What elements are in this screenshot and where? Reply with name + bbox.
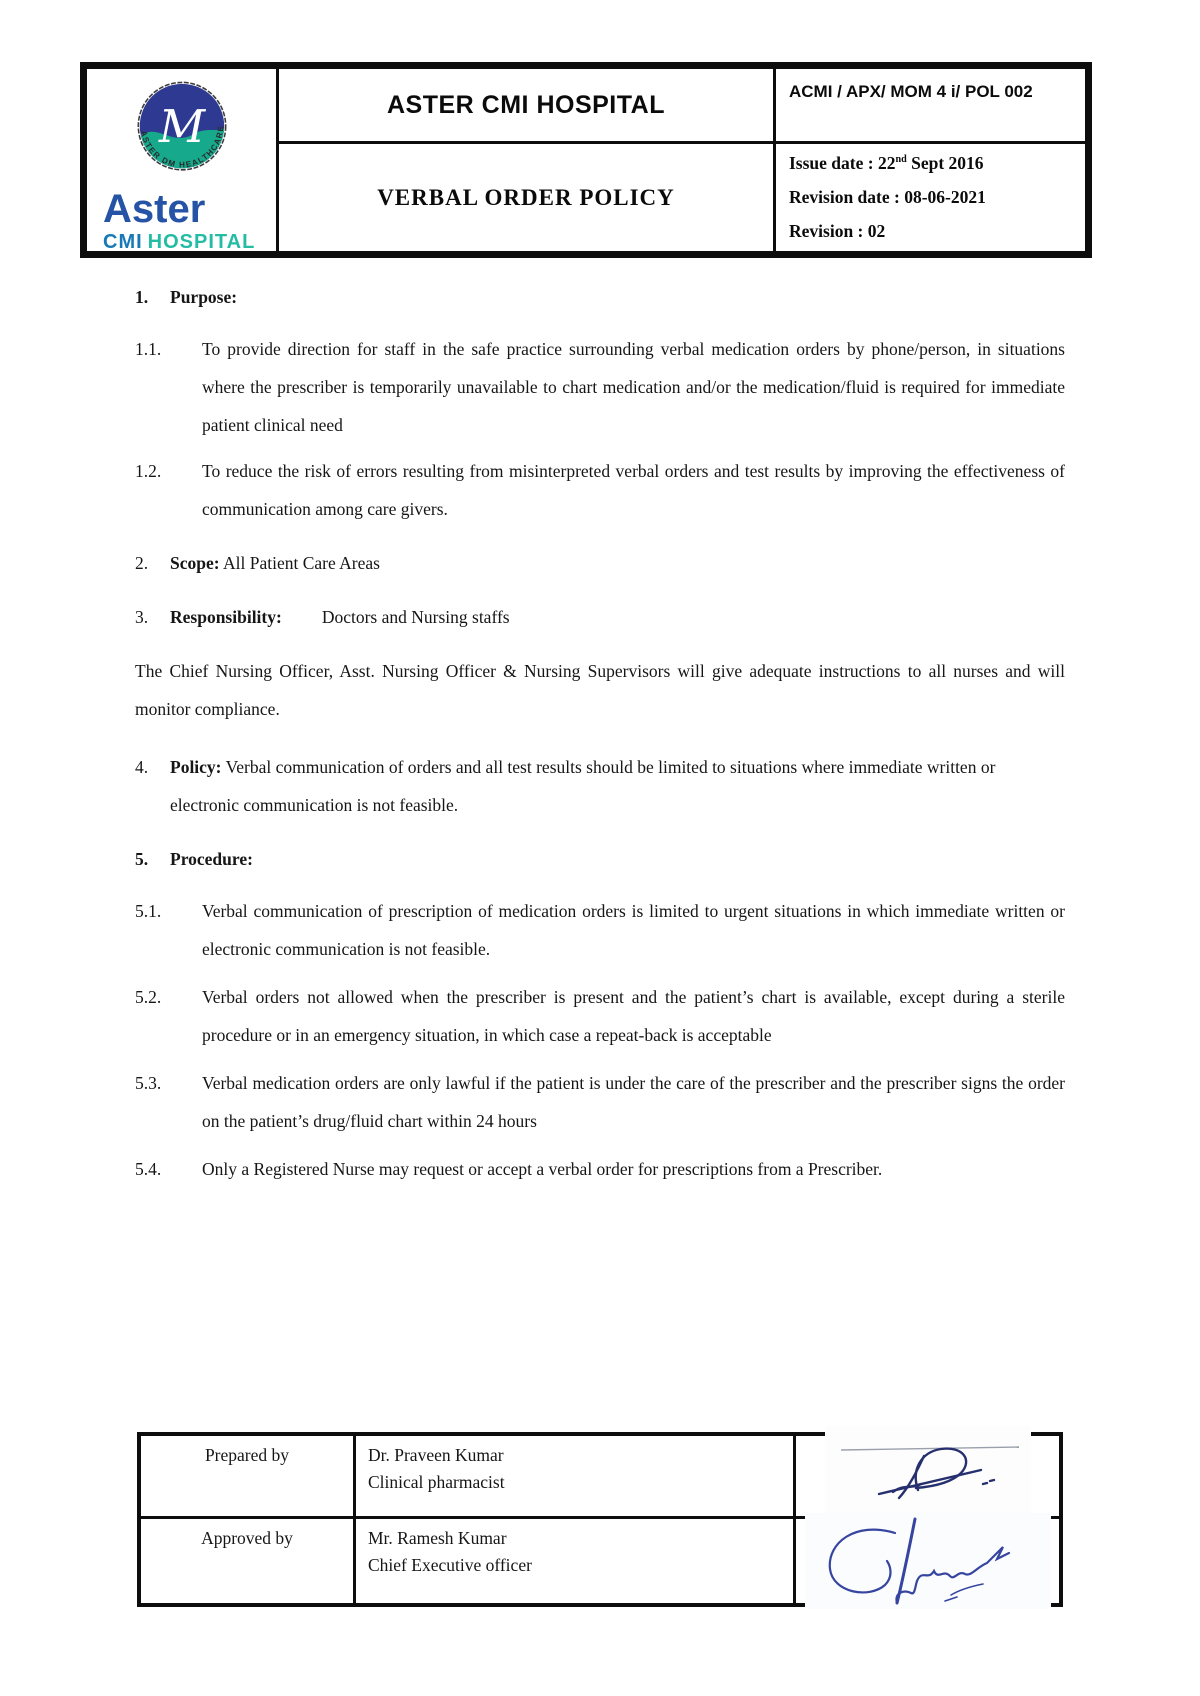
document-code: ACMI / APX/ MOM 4 i/ POL 002: [776, 69, 1085, 144]
logo-arc-text: ASTER DM HEALTHCARE: [138, 124, 226, 170]
approved-by-signature-cell: [796, 1519, 1059, 1603]
header-right-column: [776, 69, 1085, 252]
paragraph-5-1: 5.1. Verbal communication of prescription of medication orders is limited to urgent situations in which immediate written or electronic communication is not feasible.: [135, 901, 1065, 959]
approved-by-label: Approved by: [141, 1519, 356, 1603]
table-row: [141, 1436, 1059, 1519]
paragraph-1-2: 1.2. To reduce the risk of errors resulting from misinterpreted verbal orders and test results by improving the effectiveness of communication among care givers.: [135, 461, 1065, 519]
paragraph-5-3: 5.3. Verbal medication orders are only lawful if the patient is under the care of the prescriber and the prescriber signs the order on the patient’s drug/fluid chart within 24 hours: [135, 1073, 1065, 1131]
revision-number: Revision : 02: [789, 221, 886, 241]
table-row: [141, 1519, 1059, 1603]
section-heading-purpose: 1. Purpose:: [135, 287, 238, 307]
paragraph-1-1: 1.1. To provide direction for staff in the safe practice surrounding verbal medication orders by phone/person, in situations where the prescriber is temporarily unavailable to chart medication and/or the medication/fluid is required for immediate patient clinical need: [135, 339, 1065, 435]
prepared-by-name: Dr. Praveen Kumar: [368, 1445, 504, 1465]
logo-brand-text: Aster: [103, 187, 206, 231]
hospital-logo: [87, 69, 279, 252]
prepared-by-label: Prepared by: [141, 1436, 356, 1516]
policy-body: [135, 278, 1065, 1188]
header-table: [80, 62, 1092, 258]
approved-by-person: [356, 1519, 796, 1603]
prepared-by-person: [356, 1436, 796, 1516]
approval-table: [137, 1432, 1063, 1607]
prepared-by-role: Clinical pharmacist: [368, 1472, 505, 1493]
section-heading-responsibility: 3. Responsibility: Doctors and Nursing staffs: [135, 607, 510, 627]
approved-by-name: Mr. Ramesh Kumar: [368, 1528, 507, 1548]
logo-monogram: M: [158, 99, 206, 153]
responsibility-note: The Chief Nursing Officer, Asst. Nursing Officer & Nursing Supervisors will give adequate instructions to all nurses and will monitor compliance.: [135, 661, 1065, 719]
signature-praveen: [823, 1424, 1033, 1524]
logo-cmi-text: CMI: [103, 231, 143, 253]
document-title: VERBAL ORDER POLICY: [377, 185, 675, 210]
approved-by-role: Chief Executive officer: [368, 1555, 532, 1576]
logo-hospital-text: HOSPITAL: [147, 231, 256, 253]
document-dates: [776, 144, 1085, 252]
revision-date: Revision date : 08-06-2021: [789, 187, 986, 207]
header-middle-column: [279, 69, 776, 252]
paragraph-5-4: 5.4. Only a Registered Nurse may request or accept a verbal order for prescriptions from a Prescriber.: [135, 1159, 883, 1179]
issue-date: Issue date : 22nd Sept 2016: [789, 153, 984, 173]
hospital-name: ASTER CMI HOSPITAL: [279, 69, 773, 144]
prepared-by-signature-cell: [796, 1436, 1059, 1516]
section-heading-procedure: 5. Procedure:: [135, 849, 253, 869]
section-heading-scope: 2. Scope: All Patient Care Areas: [135, 553, 380, 573]
section-heading-policy: 4. Policy: Verbal communication of orders and all test results should be limited to situations where immediate written or electronic communication is not feasible.: [135, 757, 996, 815]
logo-wordmark: [103, 189, 255, 252]
signature-ramesh: [803, 1511, 1053, 1611]
paragraph-5-2: 5.2. Verbal orders not allowed when the prescriber is present and the patient’s chart is available, except during a sterile procedure or in an emergency situation, in which case a repeat-back is acceptable: [135, 987, 1065, 1045]
aster-logo-emblem: [103, 79, 261, 187]
